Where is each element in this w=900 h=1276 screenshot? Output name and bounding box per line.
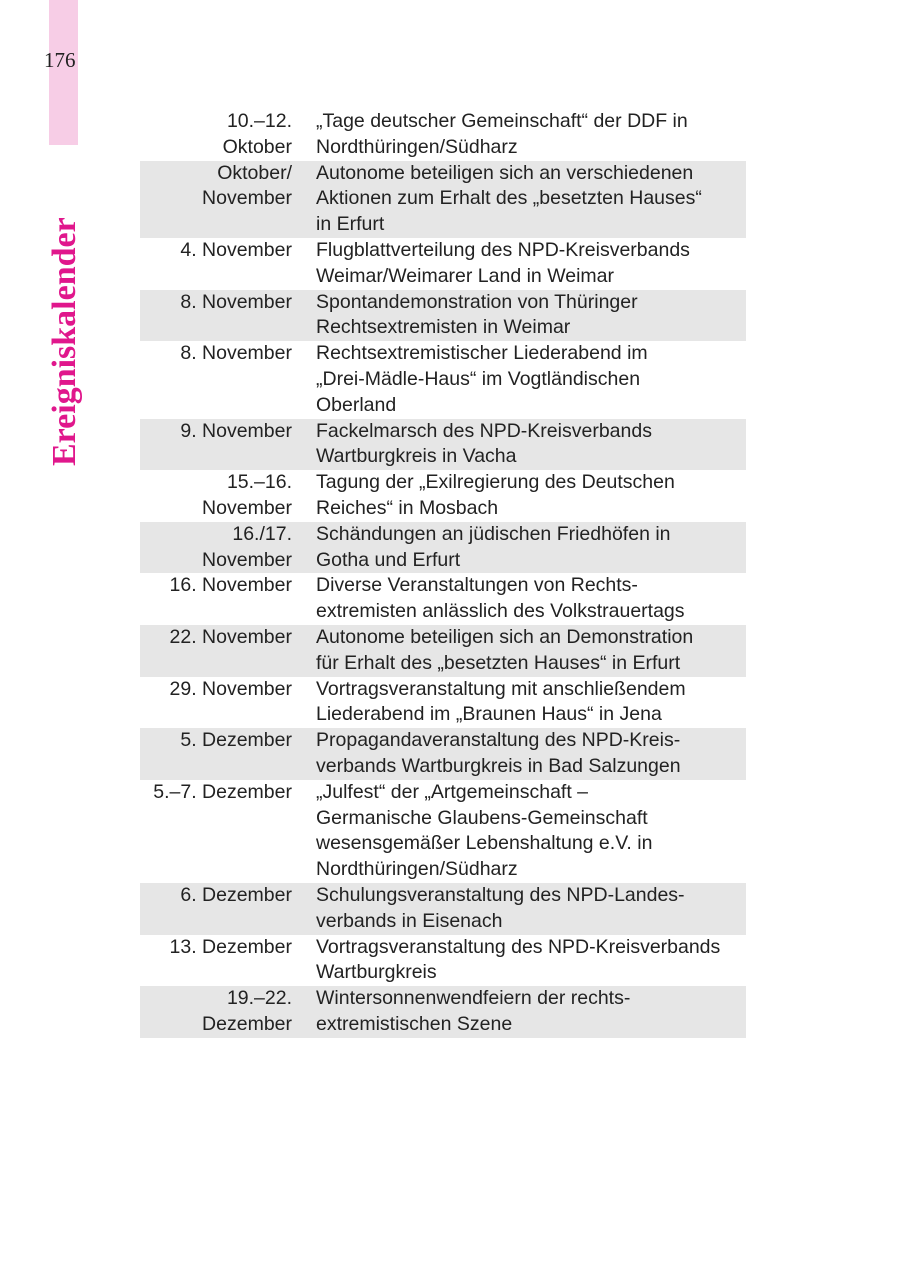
event-description: Schulungsveranstaltung des NPD-Landes- verbands in Eisenach [316,883,685,932]
event-description: Vortragsveranstaltung des NPD-Kreisverbands Wartburgkreis [316,935,721,984]
event-date: 15.–16. November [202,471,292,519]
event-row [140,935,746,987]
section-title: Ereigniskalender [46,217,83,466]
event-description: Schändungen an jüdischen Friedhöfen in Gotha und Erfurt [316,522,671,571]
event-date: 19.–22. Dezember [202,987,292,1035]
event-row [140,161,746,238]
section-title-container [47,186,83,466]
event-description: Flugblattverteilung des NPD-Kreisverbands Weimar/Weimarer Land in Weimar [316,238,690,287]
event-date: 16. November [169,574,292,597]
page-number: 176 [44,48,76,72]
event-description: Fackelmarsch des NPD-Kreisverbands Wartburgkreis in Vacha [316,419,652,468]
event-date: 13. Dezember [169,935,292,958]
event-description: Propagandaveranstaltung des NPD-Kreis- verbands Wartburgkreis in Bad Salzungen [316,729,681,777]
event-description: Rechtsextremistischer Liederabend im „Drei-Mädle-Haus“ im Vogtländischen Oberland [316,342,648,416]
event-description: Vortragsveranstaltung mit anschließendem Liederabend im „Braunen Haus“ in Jena [316,677,686,726]
event-date: Oktober/ November [202,161,292,210]
event-row [140,573,746,625]
event-description: Wintersonnenwendfeiern der rechts- extremistischen Szene [316,987,631,1035]
event-description: „Tage deutscher Gemeinschaft“ der DDF in Nordthüringen/Südharz [316,110,688,158]
event-date: 29. November [169,677,292,700]
event-date: 5. Dezember [180,729,292,752]
event-row [140,625,746,677]
event-date: 8. November [180,290,292,313]
event-description: Spontandemonstration von Thüringer Rechtsextremisten in Weimar [316,290,638,339]
event-row [140,728,746,780]
event-row [140,109,746,161]
event-row [140,470,746,522]
event-description: Diverse Veranstaltungen von Rechts- extremisten anlässlich des Volkstrauertags [316,574,685,623]
event-description: Autonome beteiligen sich an Demonstration für Erhalt des „besetzten Hauses“ in Erfurt [316,625,694,674]
event-date: 22. November [169,625,292,648]
event-date: 4. November [180,238,292,261]
event-description: „Julfest“ der „Artgemeinschaft – Germanische Glaubens-Gemeinschaft wesensgemäßer Lebenshaltung e.V. in Nordthüringen/Südharz [316,780,653,881]
event-row [140,238,746,290]
event-row [140,419,746,471]
event-date: 9. November [180,419,292,442]
event-row [140,883,746,935]
event-row [140,677,746,729]
event-date: 6. Dezember [180,883,292,906]
event-row [140,341,746,418]
event-row [140,986,746,1038]
event-calendar-table [140,109,746,1038]
event-date: 10.–12. Oktober [222,110,292,158]
event-date: 8. November [180,342,292,365]
event-date: 16./17. November [202,522,292,571]
event-description: Autonome beteiligen sich an verschiedenen Aktionen zum Erhalt des „besetzten Hauses“ in Erfurt [316,161,702,236]
event-date: 5.–7. Dezember [153,780,292,803]
event-row [140,780,746,883]
event-row [140,522,746,574]
event-description: Tagung der „Exilregierung des Deutschen Reiches“ in Mosbach [316,471,675,519]
event-row [140,290,746,342]
